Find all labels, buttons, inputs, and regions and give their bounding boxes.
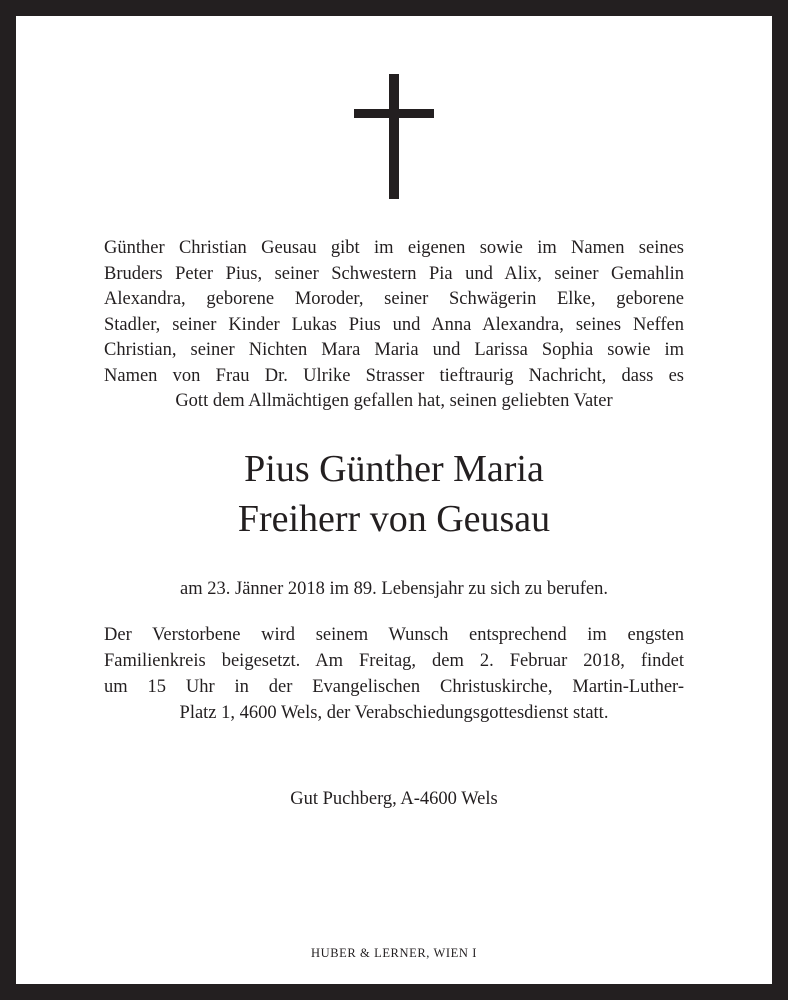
family-address: Gut Puchberg, A-4600 Wels (290, 789, 498, 809)
funeral-line: um 15 Uhr in der Evangelischen Christuskirche, Martin-Luther- (104, 677, 684, 697)
announcement-line: Günther Christian Geusau gibt im eigenen sowie im Namen seines (104, 238, 684, 258)
funeral-line: Platz 1, 4600 Wels, der Verabschiedungsgottesdienst statt. (179, 703, 609, 723)
funeral-line: Familienkreis beigesetzt. Am Freitag, dem 2. Februar 2018, findet (104, 651, 684, 671)
death-date-line: am 23. Jänner 2018 im 89. Lebensjahr zu sich zu berufen. (180, 579, 608, 599)
deceased-name: Pius Günther Maria (244, 448, 544, 490)
funeral-line: Der Verstorbene wird seinem Wunsch entsprechend im engsten (104, 625, 684, 645)
announcement-line: Namen von Frau Dr. Ulrike Strasser tieftraurig Nachricht, dass es (104, 365, 684, 386)
cross-horizontal-bar (354, 109, 434, 118)
announcement-line: Gott dem Allmächtigen gefallen hat, seinen geliebten Vater (175, 391, 613, 411)
announcement-line: Christian, seiner Nichten Mara Maria und Larissa Sophia sowie im (104, 340, 684, 360)
announcement-line: Stadler, seiner Kinder Lukas Pius und Anna Alexandra, seines Neffen (104, 314, 684, 335)
announcement-paragraph (104, 236, 684, 415)
announcement-line: Bruders Peter Pius, seiner Schwestern Pia und Alix, seiner Gemahlin (104, 263, 684, 284)
deceased-title: Freiherr von Geusau (237, 498, 551, 540)
funeral-home-credit: HUBER & LERNER, WIEN I (310, 946, 478, 960)
funeral-paragraph (104, 622, 684, 726)
cross-vertical-bar (389, 74, 399, 199)
cross-icon (354, 74, 434, 199)
announcement-line: Alexandra, geborene Moroder, seiner Schwägerin Elke, geborene (104, 289, 684, 309)
